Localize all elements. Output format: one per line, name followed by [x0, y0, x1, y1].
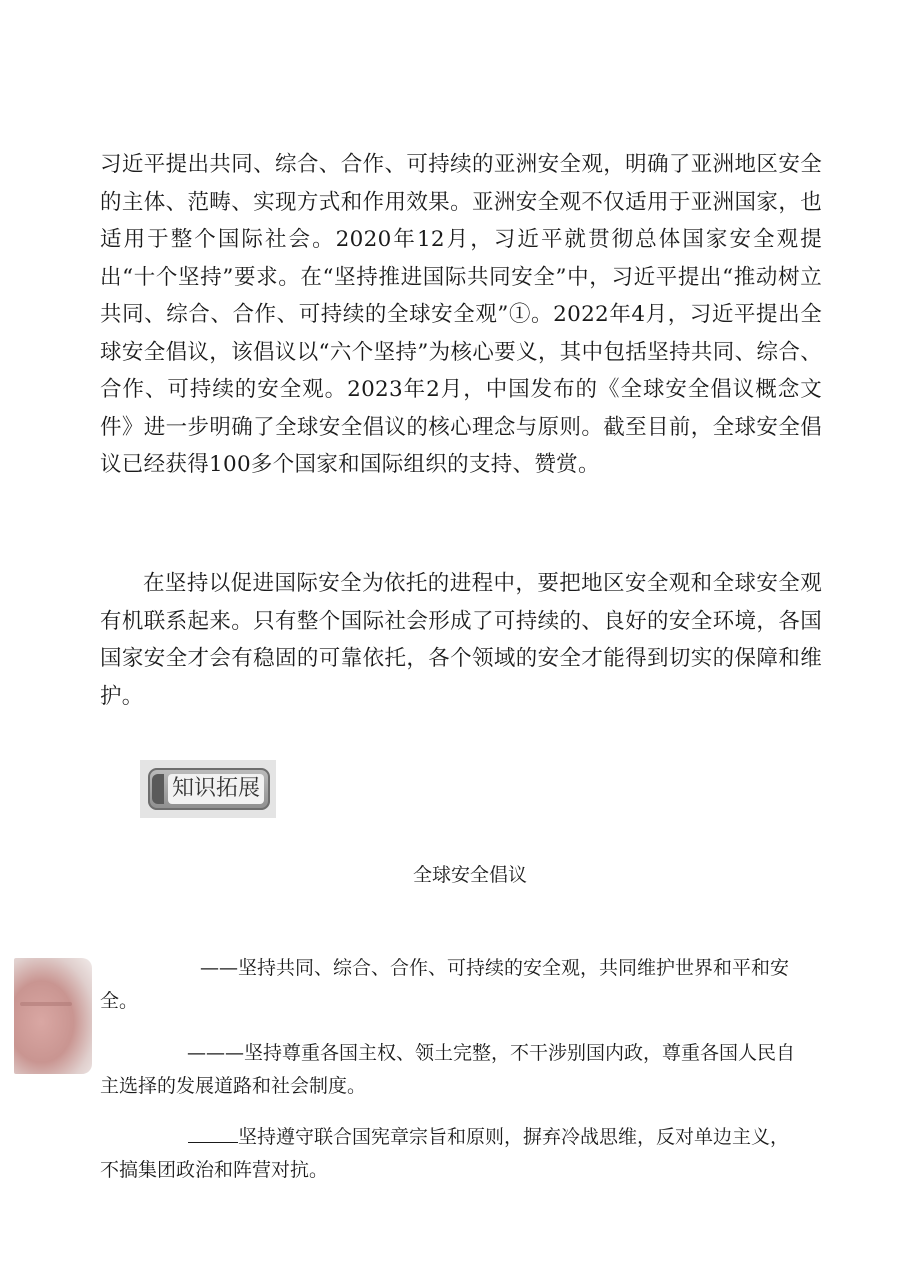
item-1-text: 坚持共同、综合、合作、可持续的安全观，共同维护世界和平和安全。 — [100, 957, 790, 1012]
section-title: 全球安全倡议 — [412, 864, 527, 886]
body-paragraph-1: 习近平提出共同、综合、合作、可持续的亚洲安全观，明确了亚洲地区安全的主体、范畴、实现方式和作用效果。亚洲安全观不仅适用于亚洲国家，也适用于整个国际社会。2020年12月，习近平就贯彻总体国家安全观提出“十个坚持”要求。在“坚持推进国际共同安全”中，习近平提出“推动树立共同、综合、合作、可持续的全球安全观”①。2022年4月，习近平提出全球安全倡议，该倡议以“六个坚持”为核心要义，其中包括坚持共同、综合、合作、可持续的安全观。2023年2月，中国发布的《全球安全倡议概念文件》进一步明确了全球安全倡议的核心理念与原则。截至目前，全球安全倡议已经获得100多个国家和国际组织的支持、赞赏。 — [100, 152, 822, 477]
initiative-item-2 — [100, 1037, 800, 1103]
item-3-text: 坚持遵守联合国宪章宗旨和原则，摒弃冷战思维，反对单边主义，不搞集团政治和阵营对抗。 — [100, 1126, 790, 1181]
knowledge-extension-badge — [140, 760, 276, 818]
item-1-dash: —— — [200, 957, 238, 979]
badge-label: 知识拓展 — [168, 774, 264, 804]
item-2-dash: ——— — [187, 1042, 244, 1064]
finger-crease — [20, 1002, 72, 1006]
initiative-item-3 — [100, 1121, 800, 1187]
body-paragraph-2: 在坚持以促进国际安全为依托的进程中，要把地区安全观和全球安全观有机联系起来。只有整个国际社会形成了可持续的、良好的安全环境，各国国家安全才会有稳固的可靠依托，各个领域的安全才能得到切实的保障和维护。 — [100, 571, 822, 709]
finger-photo-artifact — [14, 958, 92, 1074]
item-3-blank-line — [188, 1122, 238, 1143]
badge-frame — [148, 768, 270, 810]
initiative-item-1 — [100, 952, 800, 1018]
item-2-text: 坚持尊重各国主权、领土完整，不干涉别国内政，尊重各国人民自主选择的发展道路和社会制度。 — [100, 1042, 796, 1097]
badge-tab-decoration — [152, 774, 164, 804]
